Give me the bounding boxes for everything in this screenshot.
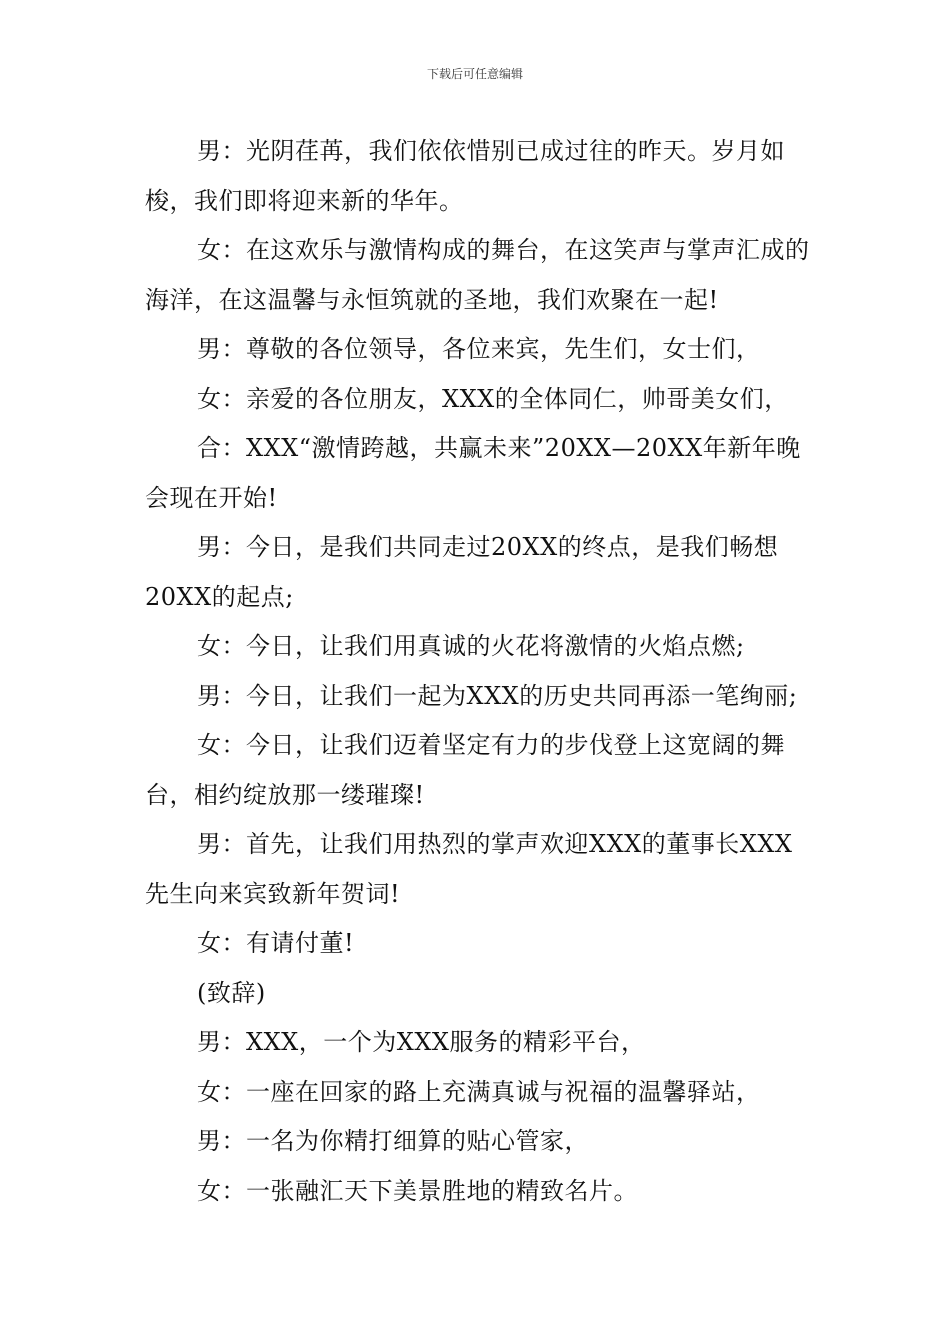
page-header-note: 下载后可任意编辑 xyxy=(426,67,523,81)
paragraph: 男：尊敬的各位领导，各位来宾，先生们，女士们， xyxy=(197,335,761,363)
paragraph: 男：一名为你精打细算的贴心管家， xyxy=(197,1127,589,1155)
paragraph: 男：今日，是我们共同走过20XX的终点，是我们畅想20XX的起点; xyxy=(145,533,779,611)
paragraph: 男：XXX，一个为XXX服务的精彩平台， xyxy=(197,1028,646,1056)
paragraph: 男：今日，让我们一起为XXX的历史共同再添一笔绚丽; xyxy=(197,681,798,710)
paragraph: 女：在这欢乐与激情构成的舞台，在这笑声与掌声汇成的海洋，在这温馨与永恒筑就的圣地，我们欢聚在一起! xyxy=(145,236,810,314)
paragraph: 女：今日，让我们用真诚的火花将激情的火焰点燃; xyxy=(197,632,745,660)
paragraph: 女：有请付董! xyxy=(197,929,355,957)
paragraph: 女：一座在回家的路上充满真诚与祝福的温馨驿站， xyxy=(197,1077,761,1106)
paragraph: 女：亲爱的各位朋友，XXX的全体同仁，帅哥美女们， xyxy=(197,384,789,413)
paragraph: 女：一张融汇天下美景胜地的精致名片。 xyxy=(197,1176,638,1205)
paragraph: 女：今日，让我们迈着坚定有力的步伐登上这宽阔的舞台，相约绽放那一缕璀璨! xyxy=(145,731,785,809)
document-body xyxy=(145,127,815,1216)
paragraph: 男：光阴荏苒，我们依依惜别已成过往的昨天。岁月如梭，我们即将迎来新的华年。 xyxy=(145,137,785,215)
paragraph: (致辞) xyxy=(197,978,266,1007)
paragraph: 男：首先，让我们用热烈的掌声欢迎XXX的董事长XXX先生向来宾致新年贺词! xyxy=(145,830,793,908)
paragraph: 合：XXX“激情跨越，共赢未来”20XX—20XX年新年晚会现在开始! xyxy=(145,434,801,512)
